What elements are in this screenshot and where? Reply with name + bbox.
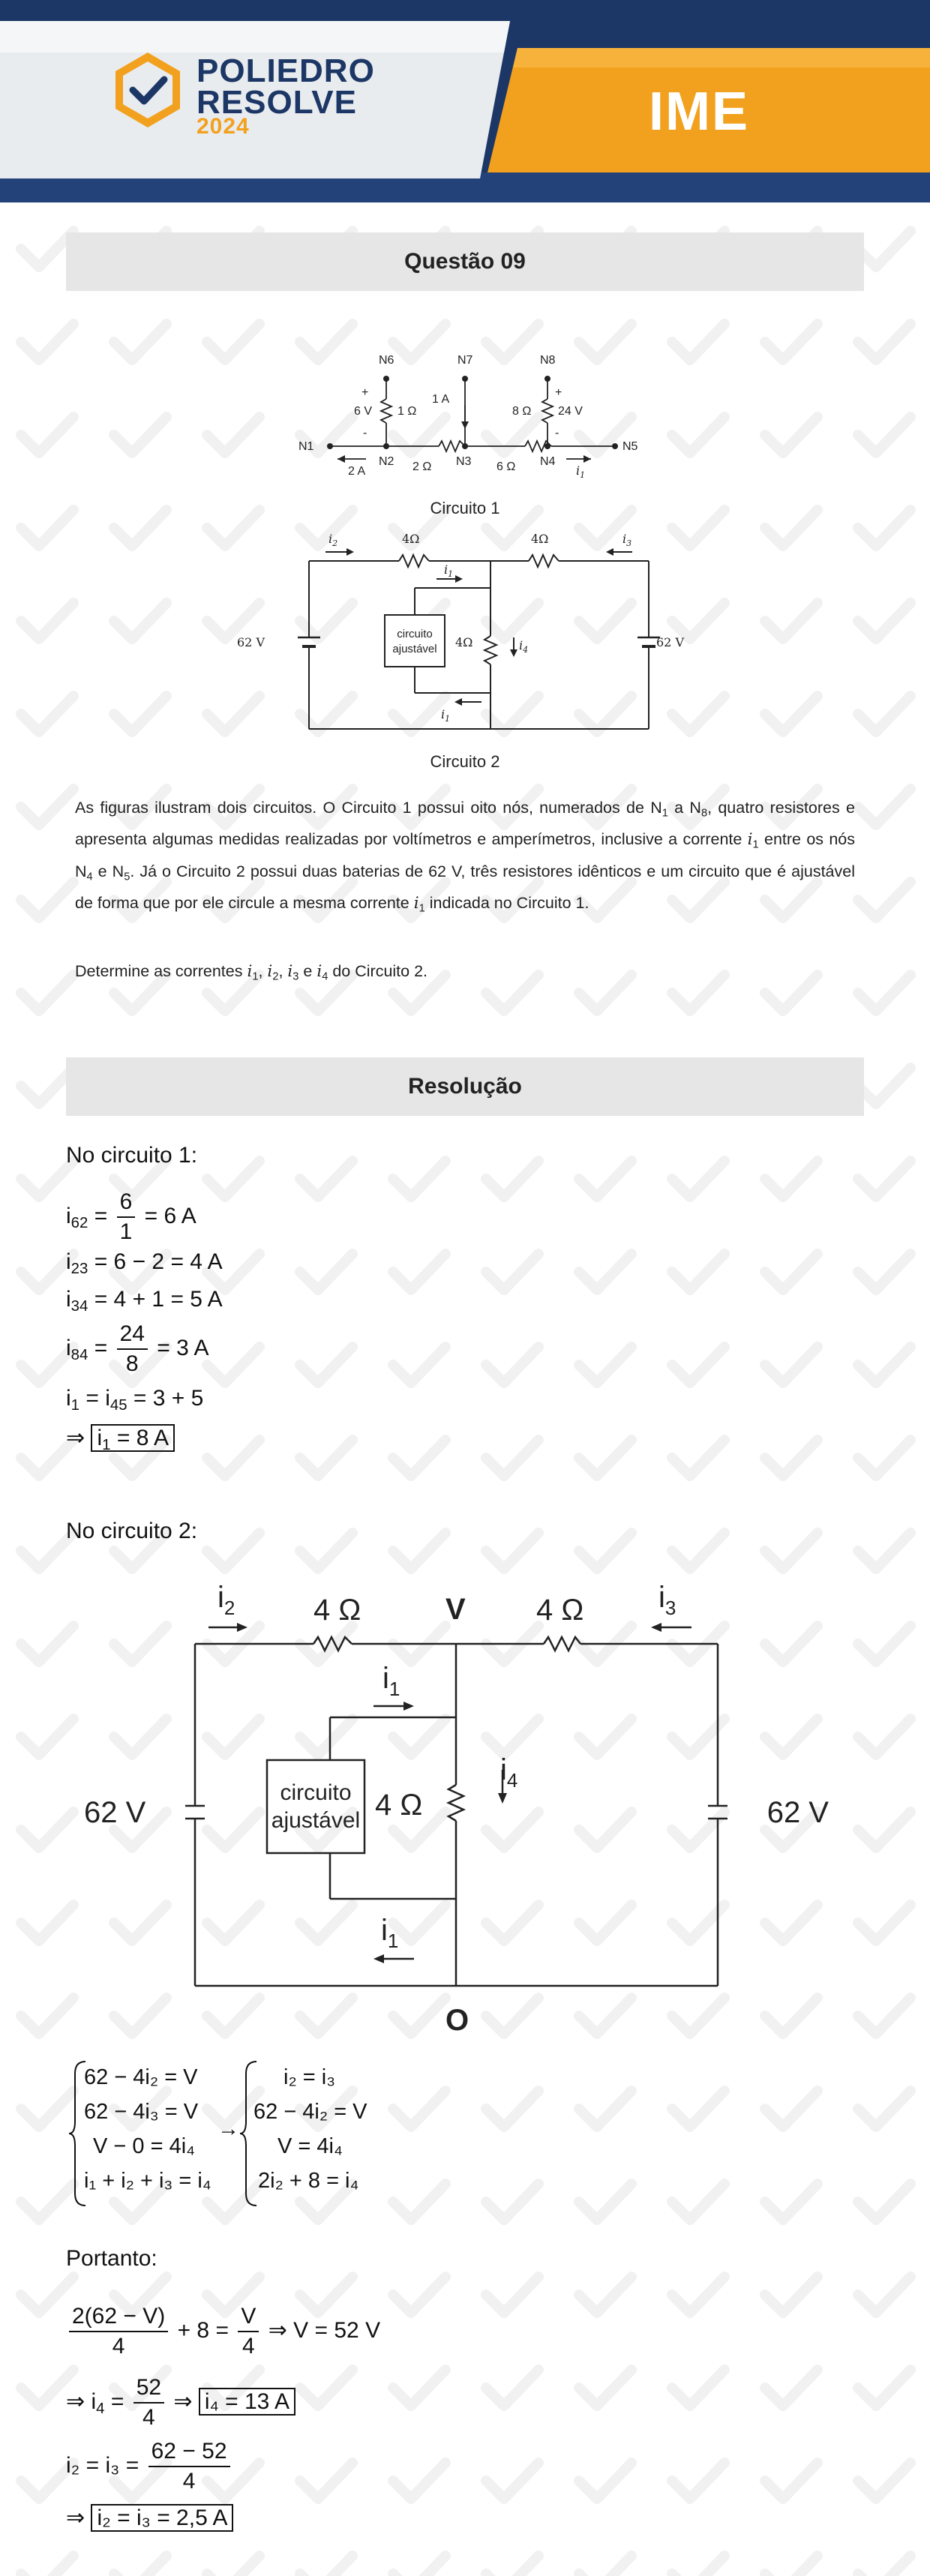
equation-i2-i3: i₂ = i₃ = $\frac{62 - 52}{4}$ — [66, 2437, 233, 2496]
exam-name: IME — [648, 82, 749, 142]
equation-v: $\frac{2(62 - V)}{4}$ + 8 = $\frac{V}{4}$ ⇒ V = 52 V — [66, 2302, 380, 2361]
question-statement: As figuras ilustram dois circuitos. O Circuito 1 possui oito nós, numerados de $N_1$ a $N_8$, quatro resistores e apresenta algumas medidas realizadas por voltímetros e amperímetros, inclusive a corrente $i_1$ entre os nós $N_4$ e $N_5$. Já o Circuito 2 possui duas baterias de 62 V, três resistores idênticos e um circuito que é ajustável de forma que por ele circule a mesma corrente $i_1$ indicada no Circuito 1. — [75, 799, 856, 915]
plus-sign-24v: + — [555, 386, 562, 399]
resolution-title: Resolução — [408, 1074, 522, 1099]
equation-i34: $i_{34} = 4 + 1 = 5$ A — [66, 1287, 223, 1315]
c2l-node-v-label: V — [446, 1593, 466, 1626]
source-24v-label: 24 V — [558, 405, 583, 418]
equation-i2-i3-result: ⇒ i₂ = i₃ = 2,5 A — [66, 2505, 233, 2531]
node-n1-label: N1 — [298, 440, 314, 453]
node-n3-label: N3 — [456, 455, 472, 468]
c2-battery-left-label: 62 V — [237, 635, 265, 649]
c2l-i3-label: $i_3$ — [658, 1581, 676, 1619]
node-n8-label: N8 — [540, 354, 556, 367]
plus-sign-6v: + — [362, 386, 369, 399]
node-n4-label: N4 — [540, 455, 556, 468]
c2-i2-label: $i_2$ — [328, 532, 338, 548]
c2l-node-o-label: O — [446, 2004, 470, 2037]
resolution-title-bar — [66, 1057, 864, 1116]
heading-portanto: Portanto: — [66, 2246, 158, 2271]
circuit-2-large-diagram — [75, 1571, 840, 2051]
current-2a-label: 2 A — [348, 465, 366, 478]
node-n6-label: N6 — [379, 354, 394, 367]
brand-line-1: POLIEDRO — [196, 52, 375, 89]
circuit-2-diagram — [225, 525, 705, 735]
equation-i23: $i_{23} = 6 - 2 = 4$ A — [66, 1249, 223, 1278]
node-n5-label: N5 — [622, 440, 638, 453]
question-prompt: Determine as correntes $i_1$, $i_2$, $i_3$ e $i_4$ do Circuito 2. — [75, 962, 428, 983]
c2l-battery-left-label: 62 V — [84, 1796, 146, 1829]
brand-line-2: RESOLVE — [196, 84, 358, 121]
c2l-i4-label: $i_4$ — [500, 1753, 518, 1792]
c2-i4-label: $i_4$ — [519, 638, 529, 655]
equation-i1-sum: $i_1 = i_{45} = 3 + 5$ — [66, 1386, 204, 1414]
c2l-resistor-middle-label: 4 Ω — [375, 1789, 423, 1822]
c2l-resistor-right-label: 4 Ω — [536, 1594, 584, 1627]
header-banner — [0, 0, 930, 202]
resistor-2ohm-label: 2 Ω — [412, 460, 432, 473]
question-title: Questão 09 — [404, 249, 526, 274]
circuit-1-caption: Circuito 1 — [430, 499, 500, 517]
resistor-8ohm-label: 8 Ω — [512, 405, 532, 418]
resistor-1ohm-label: 1 Ω — [398, 405, 417, 418]
c2l-i1-top-label: $i_1$ — [382, 1662, 400, 1700]
equation-i84: $i_{84}$ = $\frac{24}{8}$ = 3 A — [66, 1321, 209, 1376]
equation-i62: $i_{62}$ = $\frac{6}{1}$ = 6 A — [66, 1189, 196, 1244]
brand-year: 2024 — [196, 114, 250, 139]
c2l-resistor-left-label: 4 Ω — [314, 1594, 362, 1627]
c2-resistor-left-label: 4Ω — [402, 532, 420, 546]
current-i1-label: $i_1$ — [576, 463, 586, 480]
minus-sign-6v: - — [363, 427, 368, 439]
c2-resistor-right-label: 4Ω — [531, 532, 549, 546]
c2-box-label-1: circuito — [397, 628, 433, 640]
system-left: 62 − 4i₂ = V 62 − 4i₃ = V V − 0 = 4i₄ i₁ + i₂ + i₃ = i₄ — [84, 2065, 212, 2193]
c2-i3-label: $i_3$ — [622, 532, 632, 548]
c2-resistor-middle-label: 4Ω — [455, 635, 473, 649]
c2l-box-label-2: ajustável — [271, 1808, 361, 1833]
c2-i1-top-label: $i_1$ — [444, 562, 454, 579]
node-n2-label: N2 — [379, 455, 394, 468]
c2l-battery-right-label: 62 V — [766, 1796, 829, 1829]
source-6v-label: 6 V — [354, 405, 373, 418]
c2l-i2-label: $i_2$ — [218, 1581, 236, 1619]
circuit-1-diagram — [285, 345, 645, 495]
c2l-i1-bottom-label: $i_1$ — [381, 1914, 399, 1952]
heading-circuit-1: No circuito 1: — [66, 1143, 198, 1168]
system-arrow: → — [218, 2117, 239, 2141]
c2-box-label-2: ajustável — [392, 643, 437, 655]
current-1a-label: 1 A — [432, 393, 450, 406]
heading-circuit-2: No circuito 2: — [66, 1519, 198, 1543]
c2l-box-label-1: circuito — [280, 1780, 352, 1805]
resistor-6ohm-label: 6 Ω — [496, 460, 516, 473]
brand-name — [196, 52, 375, 121]
equation-i4: ⇒ $i_4$ = $\frac{52}{4}$ ⇒ i₄ = 13 A — [66, 2374, 296, 2432]
system-right: i₂ = i₃ 62 − 4i₂ = V V = 4i₄ 2i₂ + 8 = i₄ — [254, 2065, 368, 2193]
circuit-2-caption: Circuito 2 — [430, 752, 500, 771]
c2-i1-bottom-label: $i_1$ — [441, 707, 451, 724]
minus-sign-24v: - — [555, 427, 560, 439]
question-title-bar — [66, 232, 864, 291]
equation-i1-result: ⇒ $i_1 = 8$ A — [66, 1425, 175, 1454]
c2-battery-right-label: 62 V — [656, 635, 684, 649]
node-n7-label: N7 — [458, 354, 473, 367]
